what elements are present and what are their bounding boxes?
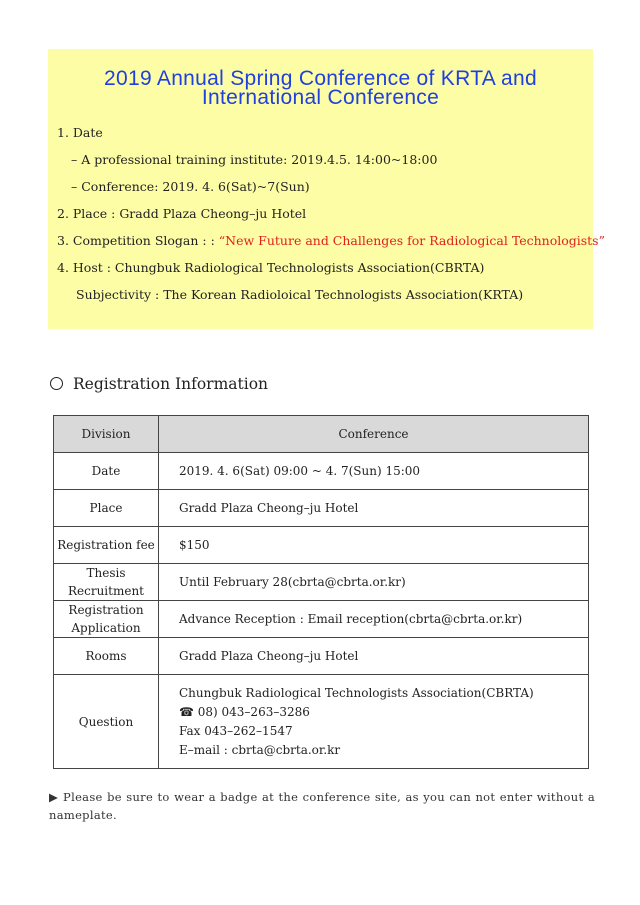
row-value: Gradd Plaza Cheong–ju Hotel: [159, 638, 589, 675]
table-row: [54, 638, 589, 675]
conference-notice-box: [48, 49, 605, 329]
row-label-line-1: Thesis: [86, 566, 126, 580]
row-label: Date: [54, 453, 159, 490]
registration-table: [53, 415, 589, 769]
row-label: [54, 564, 159, 601]
row-label: Question: [54, 675, 159, 769]
subjectivity-line: Subjectivity : The Korean Radioloical Technologists Association(KRTA): [76, 287, 524, 302]
row-label-line-2: Application: [71, 621, 141, 635]
question-contact: [159, 675, 589, 769]
row-value: 2019. 4. 6(Sat) 09:00 ~ 4. 7(Sun) 15:00: [159, 453, 589, 490]
slogan-text: “New Future and Challenges for Radiological Technologists”: [218, 233, 605, 248]
contact-phone: ☎ 08) 043–263–3286: [179, 704, 310, 719]
row-value: Until February 28(cbrta@cbrta.or.kr): [159, 564, 589, 601]
row-label: Place: [54, 490, 159, 527]
slogan-line: [57, 233, 605, 248]
circle-bullet-icon: [50, 377, 63, 390]
date-conference: – Conference: 2019. 4. 6(Sat)~7(Sun): [71, 179, 310, 194]
header-division: Division: [54, 416, 159, 453]
row-value: Gradd Plaza Cheong–ju Hotel: [159, 490, 589, 527]
date-heading: 1. Date: [57, 125, 103, 140]
table-row: [54, 490, 589, 527]
contact-fax: Fax 043–262–1547: [179, 723, 293, 738]
host-line: 4. Host : Chungbuk Radiological Technologists Association(CBRTA): [57, 260, 485, 275]
row-value: Advance Reception : Email reception(cbrta@cbrta.or.kr): [159, 601, 589, 638]
row-label: [54, 601, 159, 638]
slogan-label: 3. Competition Slogan : :: [57, 233, 219, 248]
conference-title: [48, 49, 593, 107]
contact-email: E–mail : cbrta@cbrta.or.kr: [179, 742, 341, 757]
table-row-question: [54, 675, 589, 769]
header-conference: Conference: [159, 416, 589, 453]
registration-heading: [50, 375, 268, 393]
table-row: [54, 564, 589, 601]
date-training: – A professional training institute: 2019.4.5. 14:00~18:00: [71, 152, 438, 167]
table-row: [54, 453, 589, 490]
contact-org: Chungbuk Radiological Technologists Association(CBRTA): [179, 685, 534, 700]
table-header-row: [54, 416, 589, 453]
place-line: 2. Place : Gradd Plaza Cheong–ju Hotel: [57, 206, 307, 221]
table-row: [54, 527, 589, 564]
row-label: Registration fee: [54, 527, 159, 564]
registration-heading-text: Registration Information: [73, 375, 269, 393]
row-label-line-2: Recruitment: [67, 584, 144, 598]
conference-title-line-2: International Conference: [201, 86, 440, 109]
badge-notice: ▶ Please be sure to wear a badge at the conference site, as you can not enter without a nameplate.: [49, 790, 595, 822]
conference-title-line-1: 2019 Annual Spring Conference of KRTA and: [104, 67, 537, 90]
row-label-line-1: Registration: [68, 603, 144, 617]
row-value: $150: [159, 527, 589, 564]
row-label: Rooms: [54, 638, 159, 675]
table-row: [54, 601, 589, 638]
